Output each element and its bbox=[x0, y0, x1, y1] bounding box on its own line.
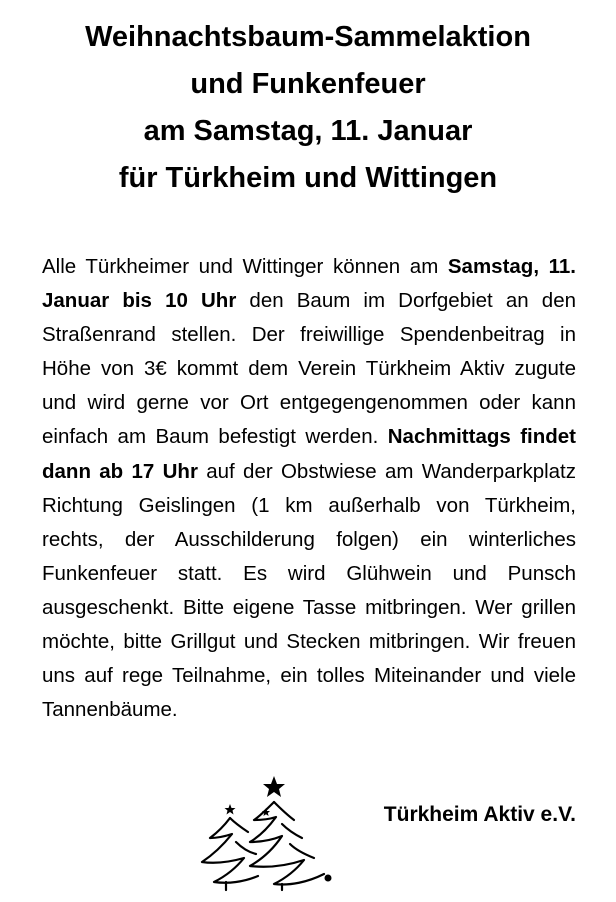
title-line-1: Weihnachtsbaum-Sammelaktion bbox=[85, 21, 531, 53]
title-line-3: am Samstag, 11. Januar bbox=[143, 115, 473, 147]
title-line-4: für Türkheim und Wittingen bbox=[118, 162, 498, 194]
announcement-body bbox=[42, 250, 576, 727]
christmas-trees-icon bbox=[186, 774, 336, 892]
body-text-part-2: den Baum im Dorfgebiet an den Straßenrand stellen. Der freiwillige Spendenbeitrag in Höhe von 3€ kommt dem Verein Türkheim Aktiv zugute und wird gerne vor Ort entgegengenommen oder kann einfach am Baum befestigt werden. bbox=[42, 289, 576, 449]
body-bold-afternoon-time: Nachmittags findet dann ab 17 Uhr bbox=[42, 425, 576, 483]
signature: Türkheim Aktiv e.V. bbox=[383, 803, 576, 826]
title-line-2: und Funkenfeuer bbox=[190, 68, 426, 100]
body-text-part-3: auf der Obstwiese am Wanderparkplatz Richtung Geislingen (1 km außerhalb von Türkheim, rechts, der Ausschilderung folgen) ein winterliches Funkenfeuer statt. Es wird Glühwein und Punsch ausgeschenkt. Bitte eigene Tasse mitbringen. Wer grillen möchte, bitte Grillgut und Stecken mitbringen. Wir freuen uns auf rege Teilnahme, ein tolles Miteinander und viele Tannenbäume. bbox=[42, 459, 576, 722]
body-text-part-1: Alle Türkheimer und Wittinger können am bbox=[42, 255, 448, 278]
page-title bbox=[0, 14, 616, 202]
body-bold-date-time: Samstag, 11. Januar bis 10 Uhr bbox=[42, 255, 576, 313]
